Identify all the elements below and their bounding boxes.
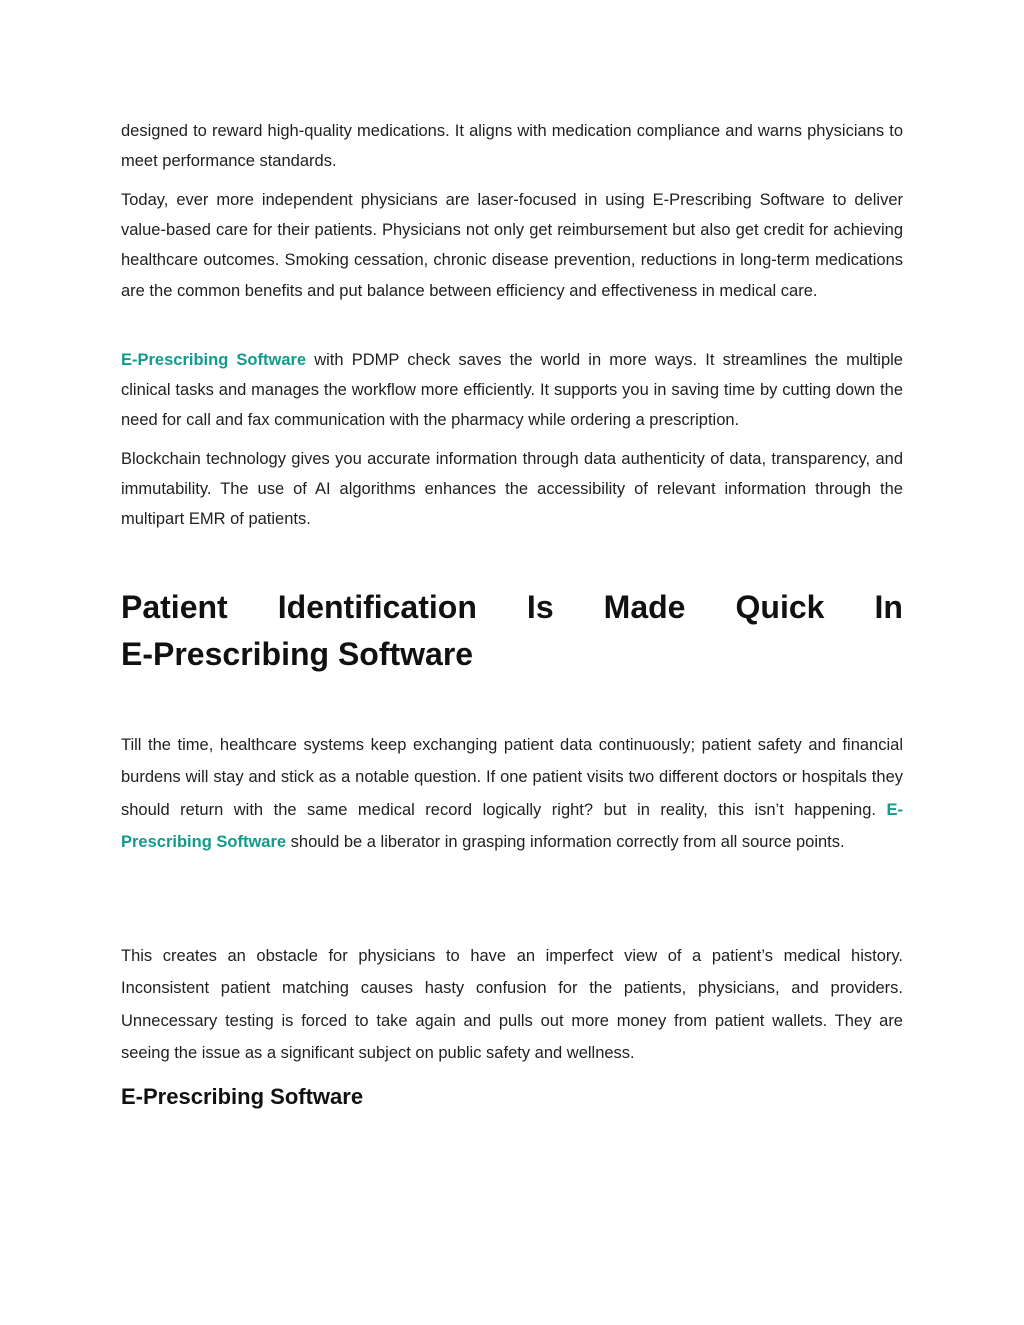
paragraph-text: This creates an obstacle for physicians to have an imperfect view of a patient’s medical history. Inconsistent patient matching causes hasty confusion for the patients, physicians, and providers. Unnecessary testing is forced to take again and pulls out more money from patient wallets. They are seeing the issue as a significant subject on public safety and wellness. [121,947,903,1063]
heading-word: In [874,589,903,625]
paragraph-text: Today, ever more independent physicians are laser-focused in using E-Prescribing Software to deliver value-based care for their patients. Physicians not only get reimbursement but also get credit for achieving healthcare outcomes. Smoking cessation, chronic disease prevention, reductions in long-term medications are the common benefits and put balance between efficiency and effectiveness in medical care. [121,191,903,300]
heading-line-2: E-Prescribing Software [121,636,474,672]
heading-word: Made [603,589,686,625]
section-heading [121,584,903,678]
paragraph-text: with PDMP check saves the world in more ways. It streamlines the multiple clinical tasks and manages the workflow more efficiently. It supports you in saving time by cutting down the need for call and fax communication with the pharmacy while ordering a prescription. [121,351,903,430]
heading-word: Patient [121,589,228,625]
heading-word: Is [526,589,554,625]
paragraph-blockchain [121,444,903,535]
heading-word: Quick [735,589,825,625]
subheading: E-Prescribing Software [121,1084,364,1109]
e-prescribing-software-link[interactable]: E-Prescribing Software [121,351,307,369]
heading-word: Identification [277,589,477,625]
paragraph-patient-matching [121,940,903,1070]
paragraph-performance-standards [121,116,903,176]
paragraph-pdmp-check [121,345,903,436]
paragraph-text: designed to reward high-quality medications. It aligns with medication compliance and warns physicians to meet performance standards. [121,122,903,171]
paragraph-text: Till the time, healthcare systems keep exchanging patient data continuously; patient safety and financial burdens will stay and stick as a notable question. If one patient visits two different doctors or hospitals they should return with the same medical record logically right? but in reality, this isn’t happening. [121,736,903,819]
paragraph-value-based-care [121,185,903,306]
e-prescribing-software-link[interactable]: E-Prescribing Software [121,800,903,852]
paragraph-text: Blockchain technology gives you accurate information through data authenticity of data, transparency, and immutability. The use of AI algorithms enhances the accessibility of relevant information through the multipart EMR of patients. [121,450,903,529]
heading-line-1 [121,584,903,631]
paragraph-patient-data-exchange [121,729,903,859]
paragraph-text: should be a liberator in grasping information correctly from all source points. [286,833,845,852]
